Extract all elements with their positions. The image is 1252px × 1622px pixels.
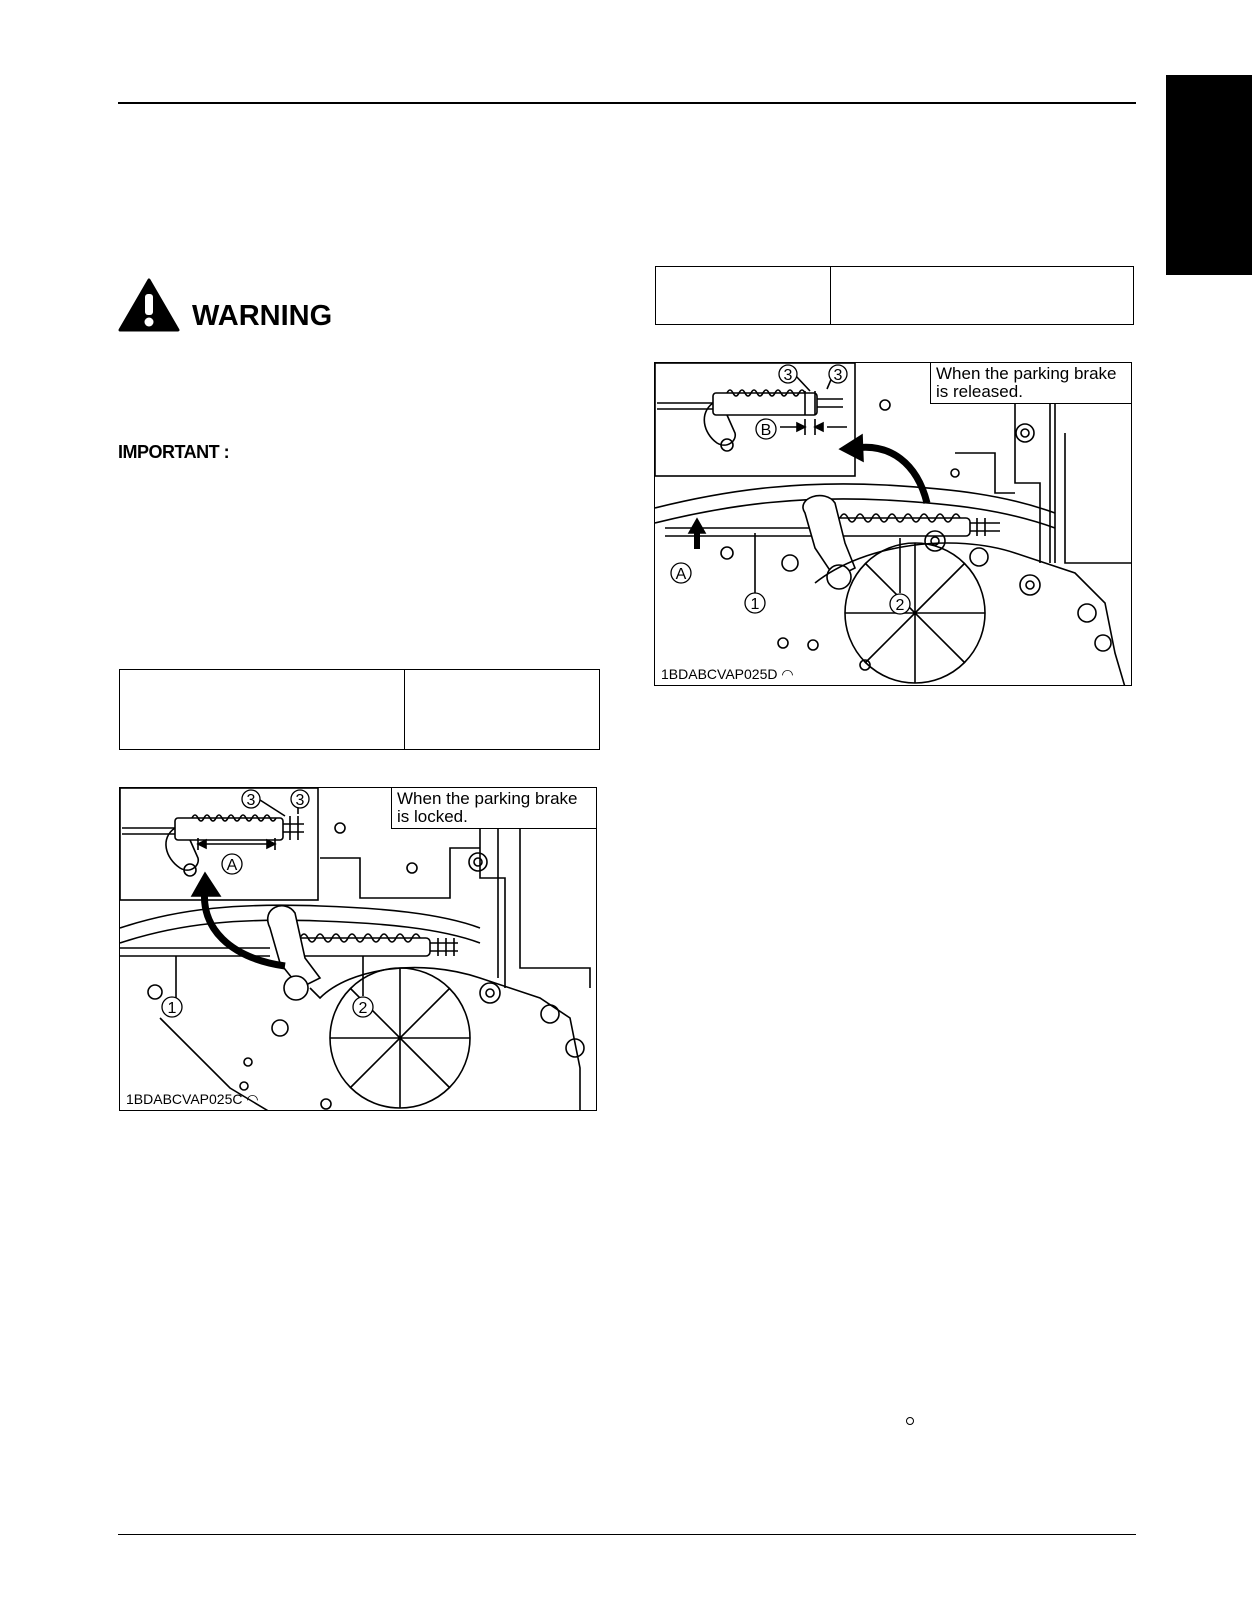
callout-A: A [226, 857, 238, 874]
figure-note-line-2: is released. [936, 382, 1023, 401]
figure-note [930, 363, 1131, 404]
callout-3b: 3 [295, 792, 305, 809]
callout-3a: 3 [246, 792, 256, 809]
small-circle-icon: ◠ [246, 1091, 259, 1107]
figure-note-line-1: When the parking brake [397, 789, 578, 808]
callout-1: 1 [167, 1000, 177, 1017]
parking-brake-locked-illustration [120, 788, 597, 1111]
figure-note-line-2: is locked. [397, 807, 468, 826]
spec-table-right-cell-1 [656, 267, 831, 325]
spec-table-right-cell-2 [831, 267, 1134, 325]
callout-2: 2 [895, 597, 905, 614]
important-label: IMPORTANT : [118, 442, 230, 462]
figure-code [661, 666, 794, 683]
section-tab [1166, 75, 1252, 275]
callout-A: A [675, 566, 687, 583]
callout-2: 2 [358, 1000, 368, 1017]
callout-3b: 3 [833, 367, 843, 384]
warning-triangle-icon [118, 278, 180, 332]
header-rule [118, 102, 1136, 104]
figure-parking-brake-released [654, 362, 1132, 686]
figure-note-line-1: When the parking brake [936, 364, 1117, 383]
footer-rule [118, 1534, 1136, 1535]
warning-label: WARNING [192, 300, 333, 332]
figure-parking-brake-locked [119, 787, 597, 1111]
spec-table-left-cell-1 [120, 670, 405, 750]
parking-brake-released-illustration [655, 363, 1132, 686]
figure-code [126, 1091, 259, 1108]
spec-table-left [119, 669, 600, 750]
figure-code-text: 1BDABCVAP025C [126, 1091, 243, 1107]
figure-code-text: 1BDABCVAP025D [661, 666, 778, 682]
spec-table-right [655, 266, 1134, 325]
small-circle-mark [906, 1417, 914, 1425]
figure-note [391, 788, 596, 829]
callout-B: B [760, 422, 772, 439]
small-circle-icon: ◠ [781, 666, 794, 682]
spec-table-left-cell-2 [405, 670, 600, 750]
callout-3a: 3 [783, 367, 793, 384]
callout-1: 1 [750, 596, 760, 613]
